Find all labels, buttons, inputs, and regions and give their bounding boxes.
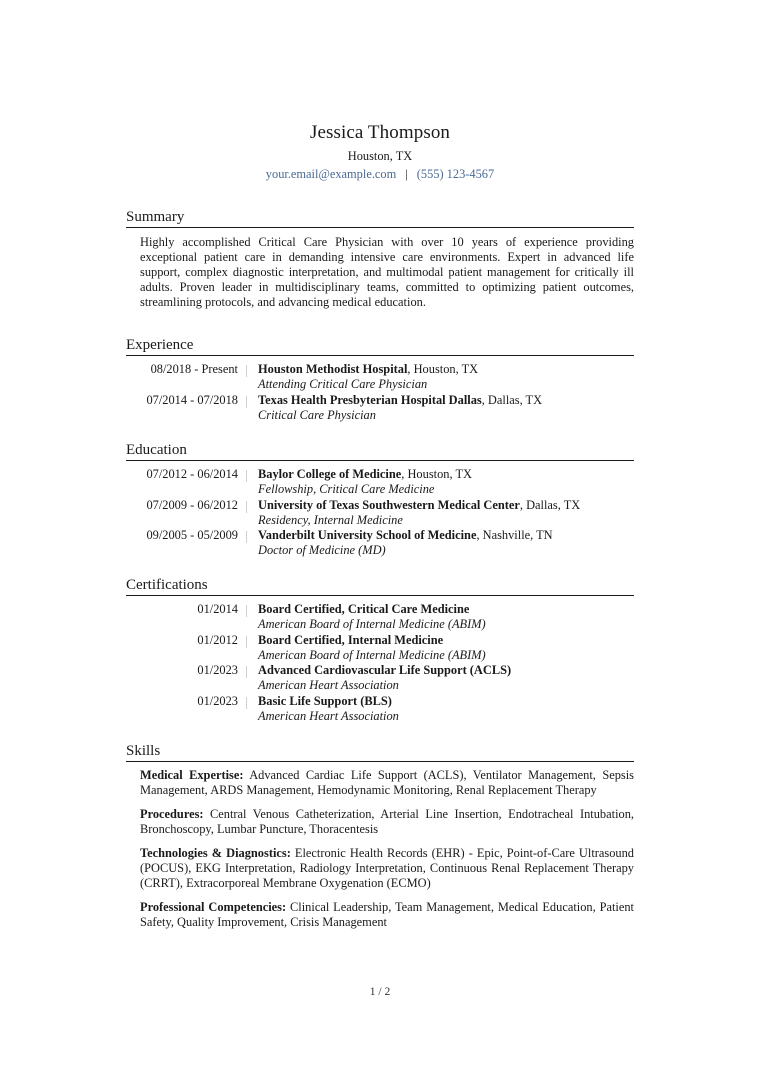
certification-name: Advanced Cardiovascular Life Support (ACLS) (258, 663, 512, 677)
entry-place: , Dallas, TX (519, 497, 581, 512)
education-entry (126, 498, 634, 529)
entry-role: Doctor of Medicine (MD) (258, 543, 386, 557)
candidate-name: Jessica Thompson (309, 122, 451, 143)
section-title-skills: Skills (126, 742, 634, 762)
email-link[interactable]: your.email@example.com (265, 167, 397, 181)
entry-organization: Houston Methodist Hospital (258, 362, 408, 376)
entry-place: , Houston, TX (401, 467, 472, 481)
entry-divider (246, 396, 247, 408)
entry-date: 07/2014 - 07/2018 (146, 392, 238, 407)
candidate-location: Houston, TX (347, 149, 413, 163)
entry-divider (246, 365, 247, 377)
experience-entry (126, 362, 634, 393)
experience-entry (126, 393, 634, 424)
certification-entry (126, 633, 634, 664)
page-number: 1 / 2 (369, 986, 391, 998)
certification-entry (126, 663, 634, 694)
education-section (126, 441, 634, 559)
skill-list: Central Venous Catheterization, Arterial Line Insertion, Endotracheal Intubation, Bronchoscopy, Lumbar Puncture, Thoracentesis (140, 807, 634, 836)
entry-organization: Texas Health Presbyterian Hospital Dallas (258, 392, 482, 407)
skill-category: Medical Expertise: (140, 768, 244, 782)
entry-divider (246, 666, 247, 678)
skill-group (140, 807, 634, 837)
entry-role: Attending Critical Care Physician (258, 377, 428, 391)
entry-organization: Baylor College of Medicine (258, 467, 402, 481)
entry-date: 01/2023 (197, 663, 238, 677)
resume-header (126, 121, 634, 182)
entry-place: , Nashville, TN (476, 528, 553, 542)
skill-group (140, 900, 634, 930)
certification-entry (126, 602, 634, 633)
entry-divider (246, 636, 247, 648)
section-title-education: Education (126, 441, 634, 461)
skill-group (140, 768, 634, 798)
summary-text: Highly accomplished Critical Care Physician with over 10 years of experience providing exceptional patient care in demanding intensive care environments. Expert in advanced life support, complex diagnostic interpretation, and multimodal patient management for critically ill adults. Proven leader in multidisciplinary teams, committed to optimizing patient outcomes, streamlining protocols, and advancing medical education. (140, 235, 634, 309)
contact-line (126, 167, 634, 182)
skill-list: Advanced Cardiac Life Support (ACLS), Ventilator Management, Sepsis Management, ARDS Management, Hemodynamic Monitoring, Renal Replacement Therapy (140, 768, 634, 797)
entry-divider (246, 531, 247, 543)
entry-role: Fellowship, Critical Care Medicine (258, 482, 435, 496)
contact-separator: | (405, 167, 408, 181)
entry-date: 01/2012 (197, 632, 238, 647)
certification-issuer: American Board of Internal Medicine (ABIM) (258, 617, 486, 631)
entry-divider (246, 697, 247, 709)
certification-entry (126, 694, 634, 725)
certification-issuer: American Heart Association (258, 708, 399, 723)
summary-section (126, 208, 634, 310)
entry-organization: Vanderbilt University School of Medicine (258, 528, 477, 542)
entry-organization: University of Texas Southwestern Medical Center (258, 497, 520, 512)
certification-name: Board Certified, Critical Care Medicine (258, 602, 470, 616)
entry-place: , Houston, TX (407, 362, 479, 376)
certification-name: Board Certified, Internal Medicine (258, 632, 444, 647)
entry-date: 08/2018 - Present (150, 362, 238, 376)
experience-section (126, 336, 634, 423)
certifications-section (126, 576, 634, 724)
entry-role: Residency, Internal Medicine (258, 512, 403, 527)
section-title-certifications: Certifications (126, 576, 634, 596)
section-title-experience: Experience (126, 336, 634, 356)
skill-category: Professional Competencies: (140, 900, 287, 914)
phone-link[interactable]: (555) 123-4567 (416, 167, 495, 181)
certification-name: Basic Life Support (BLS) (258, 693, 392, 708)
entry-date: 07/2012 - 06/2014 (146, 467, 238, 481)
entry-divider (246, 501, 247, 513)
skill-group (140, 846, 634, 891)
skill-category: Technologies & Diagnostics: (140, 846, 291, 860)
entry-date: 09/2005 - 05/2009 (146, 528, 238, 542)
education-entry (126, 467, 634, 498)
entry-date: 01/2014 (197, 602, 238, 616)
entry-date: 07/2009 - 06/2012 (146, 497, 238, 512)
certification-issuer: American Heart Association (258, 678, 399, 692)
skill-category: Procedures: (140, 807, 204, 821)
entry-date: 01/2023 (197, 693, 238, 708)
entry-place: , Dallas, TX (481, 392, 543, 407)
section-title-summary: Summary (126, 208, 634, 228)
skills-section (126, 742, 634, 939)
entry-divider (246, 605, 247, 617)
certification-issuer: American Board of Internal Medicine (ABIM) (258, 647, 486, 662)
entry-role: Critical Care Physician (258, 407, 376, 422)
entry-divider (246, 470, 247, 482)
skill-list: Clinical Leadership, Team Management, Medical Education, Patient Safety, Quality Improvement, Crisis Management (140, 900, 634, 929)
skill-list: Electronic Health Records (EHR) - Epic, Point-of-Care Ultrasound (POCUS), EKG Interpretation, Radiology Interpretation, Continuous Renal Replacement Therapy (CRRT), Extracorporeal Membrane Oxygenation (ECMO) (140, 846, 634, 890)
education-entry (126, 528, 634, 559)
